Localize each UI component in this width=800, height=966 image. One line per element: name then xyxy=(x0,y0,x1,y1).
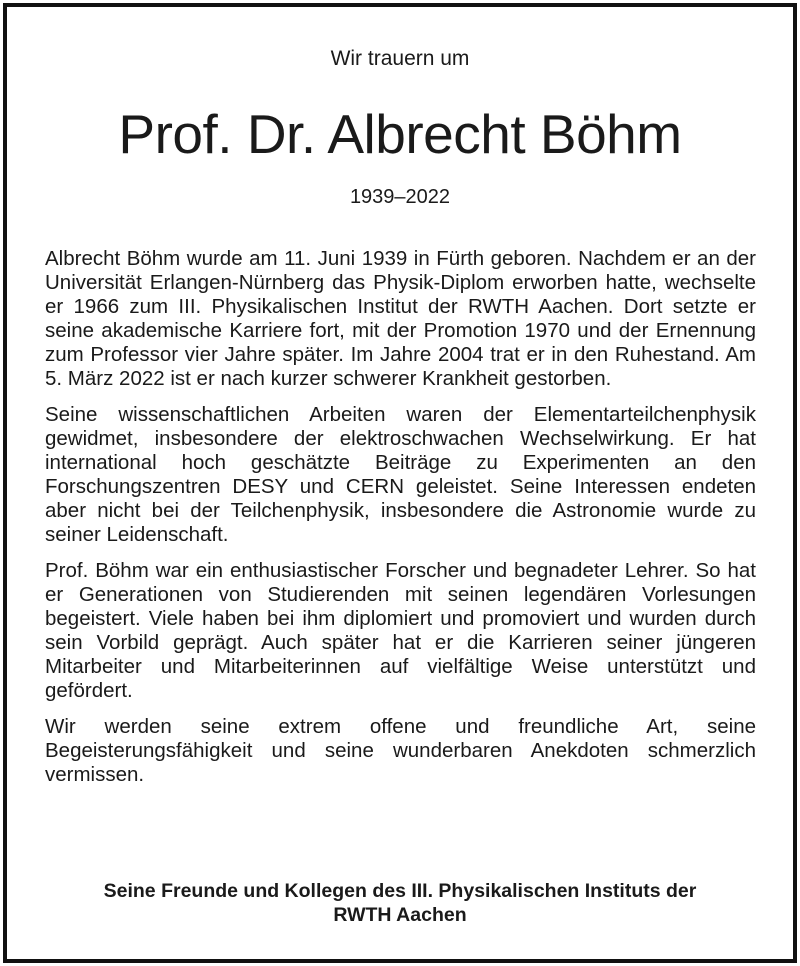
paragraph-biography: Albrecht Böhm wurde am 11. Juni 1939 in Fürth geboren. Nachdem er an der Universität Erlangen-Nürnberg das Physik-Diplom erworben hatte, wechselte er 1966 zum III. Physikalischen Institut der RWTH Aachen. Dort setzte er seine akademische Karriere fort, mit der Promotion 1970 und der Ernennung zum Professor vier Jahre später. Im Jahre 2004 trat er in den Ruhestand. Am 5. März 2022 ist er nach kurzer schwerer Krankheit gestorben. xyxy=(45,247,756,390)
paragraph-teaching: Prof. Böhm war ein enthusiastischer Forscher und begnadeter Lehrer. So hat er Generationen von Studierenden mit seinen legendären Vorlesungen begeistert. Viele haben bei ihm diplomiert und promoviert und wurden durch sein Vorbild geprägt. Auch später hat er die Karrieren seiner jüngeren Mitarbeiter und Mitarbeiterinnen auf vielfältige Weise unterstützt und gefördert. xyxy=(45,559,756,702)
paragraph-research: Seine wissenschaftlichen Arbeiten waren der Elementarteilchenphysik gewidmet, insbesondere der elektroschwachen Wechselwirkung. Er hat international hoch geschätzte Beiträge zu Experimenten an den Forschungszentren DESY und CERN geleistet. Seine Interessen endeten aber nicht bei der Teilchenphysik, insbesondere die Astronomie wurde zu seiner Leidenschaft. xyxy=(45,403,756,546)
signature xyxy=(47,879,753,927)
deceased-name: Prof. Dr. Albrecht Böhm xyxy=(118,103,682,165)
intro-line: Wir trauern um xyxy=(330,47,470,70)
signature-line-1: Seine Freunde und Kollegen des III. Physikalischen Instituts der xyxy=(103,880,697,902)
life-years: 1939–2022 xyxy=(349,186,451,208)
paragraph-farewell: Wir werden seine extrem offene und freundliche Art, seine Begeisterungsfähigkeit und seine wunderbaren Anekdoten schmerzlich vermissen. xyxy=(45,715,756,786)
signature-line-2: RWTH Aachen xyxy=(333,904,467,926)
obituary-notice xyxy=(3,3,797,963)
obituary-body xyxy=(45,247,756,799)
